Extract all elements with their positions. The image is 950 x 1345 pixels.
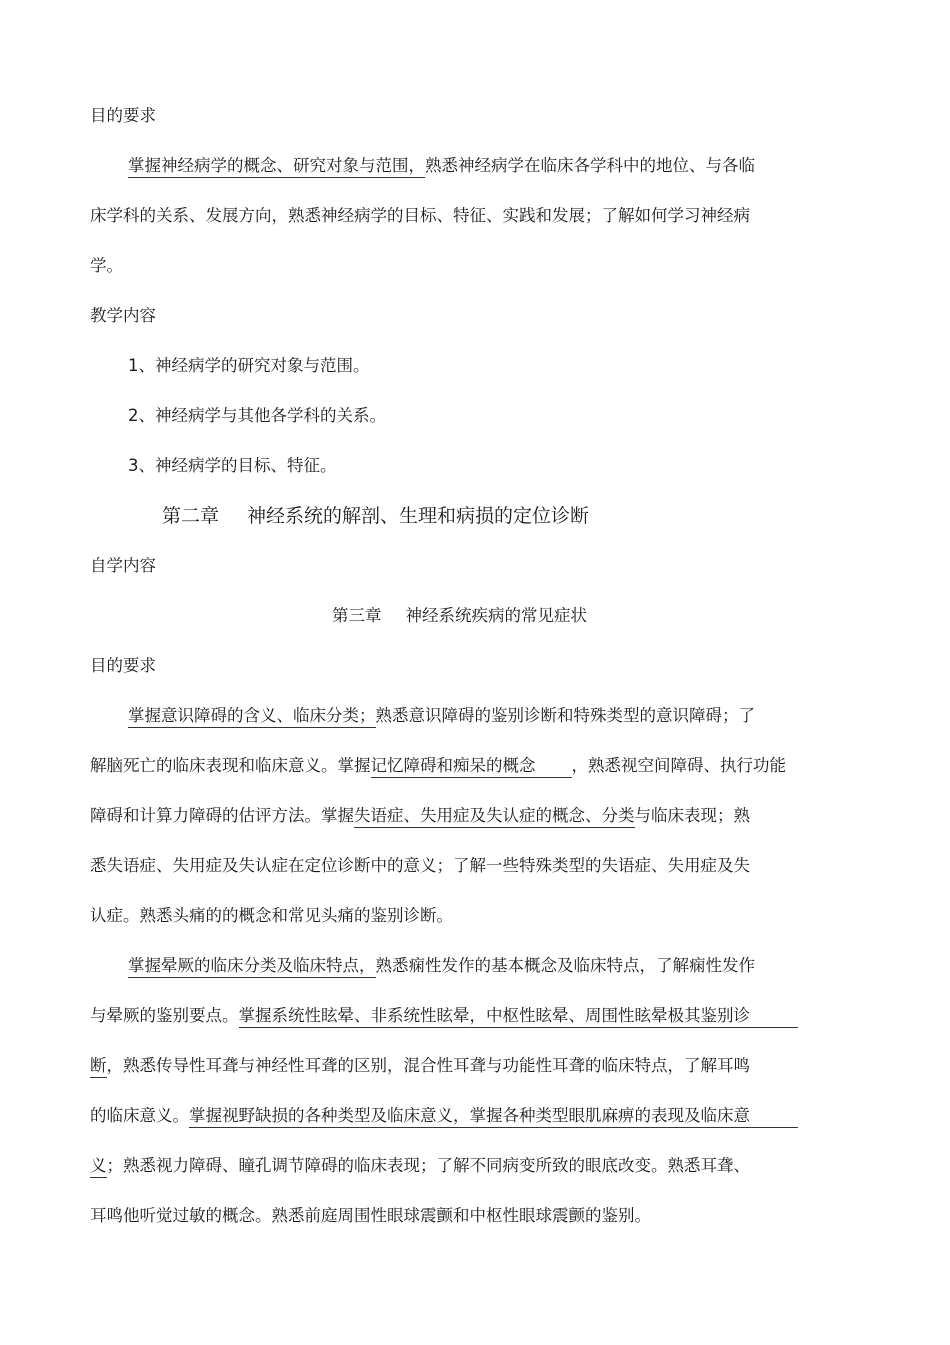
paragraph-line (90, 1105, 798, 1127)
underlined-text: 失语症、失用症及失认症的概念、分类 (354, 806, 635, 828)
text: 障碍和计算力障碍的估评方法。掌握 (90, 806, 354, 825)
underlined-text: 断 (90, 1056, 107, 1078)
text: 熟悉意识障碍的鉴别诊断和特殊类型的意识障碍；了 (375, 706, 755, 725)
text: ，熟悉视空间障碍、执行功能 (571, 756, 786, 775)
text: 的临床意义。 (90, 1106, 189, 1125)
paragraph-line: 耳鸣他听觉过敏的概念。熟悉前庭周围性眼球震颤和中枢性眼球震颤的鉴别。 (90, 1206, 651, 1225)
text: 解脑死亡的临床表现和临床意义。掌握 (90, 756, 371, 775)
text: ；熟悉视力障碍、瞳孔调节障碍的临床表现；了解不同病变所致的眼底改变。熟悉耳聋、 (106, 1156, 750, 1175)
section-heading-goal: 目的要求 (90, 656, 156, 675)
paragraph-line (90, 1055, 750, 1077)
text: 熟悉神经病学在临床各学科中的地位、与各临 (425, 156, 755, 175)
paragraph-line: 学。 (90, 256, 123, 275)
chapter-number: 第二章 (162, 505, 220, 527)
paragraph-line (90, 1155, 750, 1177)
text: 与晕厥的鉴别要点。 (90, 1006, 239, 1025)
section-heading-goal: 目的要求 (90, 106, 156, 125)
paragraph-line (90, 805, 750, 827)
underlined-text: 义 (90, 1156, 107, 1178)
chapter-name: 神经系统的解剖、生理和病损的定位诊断 (247, 505, 590, 527)
chapter-title (332, 605, 587, 627)
underlined-text: 掌握系统性眩晕、非系统性眩晕，中枢性眩晕、周围性眩晕极其鉴别诊 (239, 1006, 799, 1028)
chapter-title (162, 505, 589, 527)
paragraph-line (128, 705, 755, 727)
section-heading-self-study: 自学内容 (90, 556, 156, 575)
paragraph-line: 床学科的关系、发展方向，熟悉神经病学的目标、特征、实践和发展；了解如何学习神经病 (90, 206, 750, 225)
paragraph-line (90, 755, 786, 777)
underlined-text: 掌握视野缺损的各种类型及临床意义，掌握各种类型眼肌麻痹的表现及临床意 (189, 1106, 798, 1128)
paragraph-line (128, 955, 755, 977)
list-item: 2、神经病学与其他各学科的关系。 (128, 406, 386, 425)
text: 熟悉痫性发作的基本概念及临床特点，了解痫性发作 (375, 956, 755, 975)
chapter-name: 神经系统疾病的常见症状 (405, 606, 587, 625)
list-item: 1、神经病学的研究对象与范围。 (128, 356, 370, 375)
text: ，熟悉传导性耳聋与神经性耳聋的区别，混合性耳聋与功能性耳聋的临床特点，了解耳鸣 (106, 1056, 750, 1075)
paragraph-line: 悉失语症、失用症及失认症在定位诊断中的意义；了解一些特殊类型的失语症、失用症及失 (90, 856, 750, 875)
paragraph-line (90, 1005, 798, 1027)
paragraph-line: 认症。熟悉头痛的的概念和常见头痛的鉴别诊断。 (90, 906, 453, 925)
underlined-text: 记忆障碍和痴呆的概念 (371, 756, 572, 778)
underlined-text: 掌握晕厥的临床分类及临床特点， (128, 956, 376, 978)
text: 与临床表现；熟 (634, 806, 750, 825)
paragraph-line (128, 155, 755, 177)
section-heading-content: 教学内容 (90, 306, 156, 325)
underlined-text: 掌握意识障碍的含义、临床分类； (128, 706, 376, 728)
chapter-number: 第三章 (332, 606, 382, 625)
list-item: 3、神经病学的目标、特征。 (128, 456, 337, 475)
underlined-text: 掌握神经病学的概念、研究对象与范围， (128, 156, 425, 178)
